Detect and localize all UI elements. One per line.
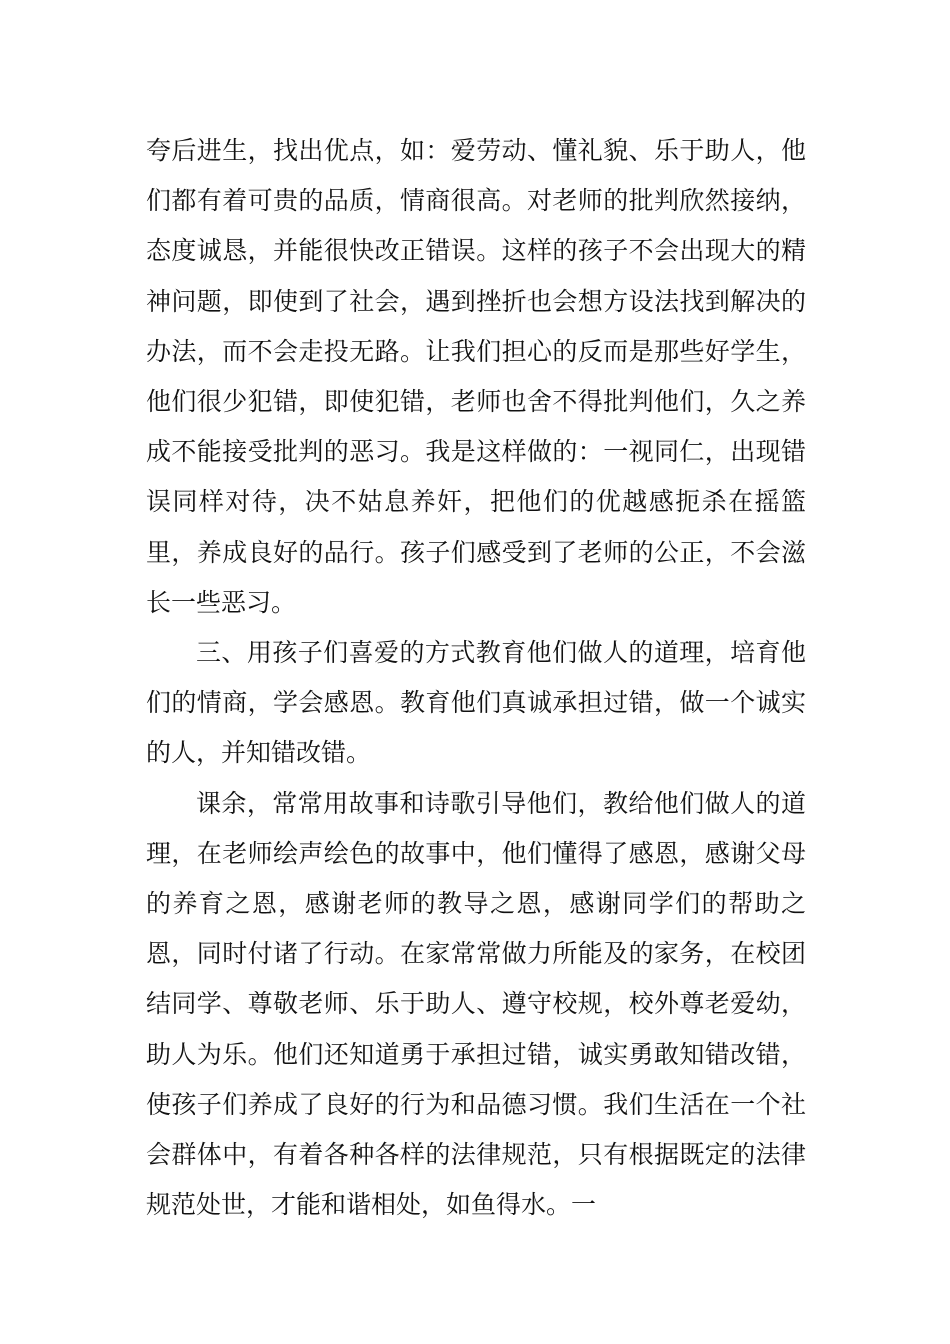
body-text: [146, 126, 806, 1230]
paragraph-after-class: 课余，常常用故事和诗歌引导他们，教给他们做人的道理，在老师绘声绘色的故事中，他们懂得了感恩，感谢父母的养育之恩，感谢老师的教导之恩，感谢同学们的帮助之恩，同时付诸了行动。在家常常做力所能及的家务，在校团结同学、尊敬老师、乐于助人、遵守校规，校外尊老爱幼，助人为乐。他们还知道勇于承担过错，诚实勇敢知错改错，使孩子们养成了良好的行为和品德习惯。我们生活在一个社会群体中，有着各种各样的法律规范，只有根据既定的法律规范处世，才能和谐相处，如鱼得水。一: [146, 788, 806, 1220]
paragraph-section-three-heading: 三、用孩子们喜爱的方式教育他们做人的道理，培育他们的情商，学会感恩。教育他们真诚承担过错，做一个诚实的人，并知错改错。: [146, 638, 806, 768]
paragraph-continuation: 夸后进生，找出优点，如：爱劳动、懂礼貌、乐于助人，他们都有着可贵的品质，情商很高。对老师的批判欣然接纳，态度诚恳，并能很快改正错误。这样的孩子不会出现大的精神问题，即使到了社会，遇到挫折也会想方设法找到解决的办法，而不会走投无路。让我们担心的反而是那些好学生，他们很少犯错，即使犯错，老师也舍不得批判他们，久之养成不能接受批判的恶习。我是这样做的：一视同仁，出现错误同样对待，决不姑息养奸，把他们的优越感扼杀在摇篮里，养成良好的品行。孩子们感受到了老师的公正，不会滋长一些恶习。: [146, 136, 806, 617]
